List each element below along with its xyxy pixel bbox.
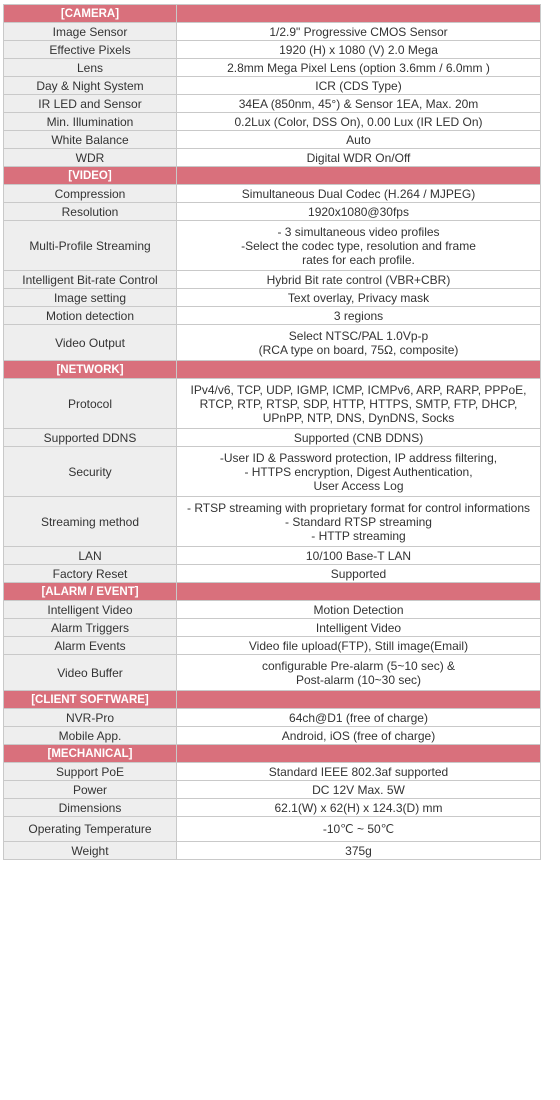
spec-label: Intelligent Bit-rate Control — [4, 271, 177, 289]
spec-row — [4, 655, 541, 691]
spec-label: Intelligent Video — [4, 601, 177, 619]
spec-label: Compression — [4, 185, 177, 203]
section-header-fill — [177, 361, 541, 379]
spec-label: Effective Pixels — [4, 41, 177, 59]
spec-row — [4, 781, 541, 799]
spec-value-line: 34EA (850nm, 45°) & Sensor 1EA, Max. 20m — [238, 96, 479, 111]
spec-value-line: 0.2Lux (Color, DSS On), 0.00 Lux (IR LED On) — [234, 114, 483, 129]
spec-row — [4, 23, 541, 41]
spec-label: Video Output — [4, 325, 177, 361]
spec-value-line: - Standard RTSP streaming — [285, 514, 432, 529]
spec-value-line: rates for each profile. — [302, 252, 415, 267]
spec-label: Protocol — [4, 379, 177, 429]
spec-label: Streaming method — [4, 497, 177, 547]
spec-value — [177, 131, 541, 149]
spec-value-line: 3 regions — [333, 308, 384, 323]
spec-label: Weight — [4, 842, 177, 860]
section-header-fill — [177, 167, 541, 185]
spec-value — [177, 565, 541, 583]
spec-label: WDR — [4, 149, 177, 167]
spec-row — [4, 817, 541, 842]
spec-value — [177, 221, 541, 271]
spec-row — [4, 799, 541, 817]
spec-label: Lens — [4, 59, 177, 77]
spec-value-line: 10/100 Base-T LAN — [305, 548, 412, 563]
spec-row — [4, 601, 541, 619]
section-title: [ALARM / EVENT] — [4, 583, 177, 601]
spec-value-line: Digital WDR On/Off — [306, 150, 411, 165]
spec-value-line: Supported (CNB DDNS) — [293, 430, 424, 445]
section-title: [MECHANICAL] — [4, 745, 177, 763]
spec-label: White Balance — [4, 131, 177, 149]
spec-row — [4, 59, 541, 77]
section-header — [4, 361, 541, 379]
spec-row — [4, 497, 541, 547]
section-header — [4, 5, 541, 23]
spec-value — [177, 429, 541, 447]
spec-row — [4, 149, 541, 167]
spec-row — [4, 41, 541, 59]
spec-row — [4, 307, 541, 325]
section-header — [4, 167, 541, 185]
spec-value-line: -User ID & Password protection, IP address filtering, — [219, 450, 498, 465]
spec-value — [177, 149, 541, 167]
spec-label: Alarm Triggers — [4, 619, 177, 637]
section-title: [NETWORK] — [4, 361, 177, 379]
spec-value — [177, 781, 541, 799]
spec-value — [177, 547, 541, 565]
spec-label: IR LED and Sensor — [4, 95, 177, 113]
spec-row — [4, 95, 541, 113]
spec-label: Day & Night System — [4, 77, 177, 95]
spec-value-line: - 3 simultaneous video profiles — [277, 224, 440, 239]
spec-row — [4, 565, 541, 583]
spec-value-line: Auto — [346, 132, 371, 147]
spec-label: Image setting — [4, 289, 177, 307]
spec-label: Security — [4, 447, 177, 497]
spec-label: Video Buffer — [4, 655, 177, 691]
spec-value-line: 1920x1080@30fps — [308, 204, 409, 219]
spec-row — [4, 709, 541, 727]
spec-row — [4, 547, 541, 565]
spec-row — [4, 131, 541, 149]
spec-label: Support PoE — [4, 763, 177, 781]
spec-row — [4, 77, 541, 95]
spec-row — [4, 842, 541, 860]
spec-label: Operating Temperature — [4, 817, 177, 842]
spec-label: Mobile App. — [4, 727, 177, 745]
spec-row — [4, 763, 541, 781]
spec-row — [4, 325, 541, 361]
section-title: [CAMERA] — [4, 5, 177, 23]
spec-row — [4, 447, 541, 497]
spec-value — [177, 655, 541, 691]
spec-value-line: Android, iOS (free of charge) — [281, 728, 436, 743]
spec-value-line: User Access Log — [313, 478, 404, 493]
spec-label: Factory Reset — [4, 565, 177, 583]
spec-label: Supported DDNS — [4, 429, 177, 447]
section-title: [CLIENT SOFTWARE] — [4, 691, 177, 709]
spec-value — [177, 619, 541, 637]
spec-value — [177, 289, 541, 307]
spec-label: Resolution — [4, 203, 177, 221]
spec-value-line: -Select the codec type, resolution and frame — [241, 238, 476, 253]
spec-value-line: 1920 (H) x 1080 (V) 2.0 Mega — [279, 42, 438, 57]
spec-label: Alarm Events — [4, 637, 177, 655]
spec-value-line: 375g — [345, 843, 372, 858]
spec-row — [4, 289, 541, 307]
spec-value — [177, 203, 541, 221]
spec-value-line: DC 12V Max. 5W — [312, 782, 405, 797]
spec-value-line: 64ch@D1 (free of charge) — [289, 710, 428, 725]
spec-value-line: Video file upload(FTP), Still image(Email) — [248, 638, 469, 653]
spec-value — [177, 379, 541, 429]
spec-value — [177, 601, 541, 619]
section-header-fill — [177, 745, 541, 763]
section-header-fill — [177, 691, 541, 709]
spec-value — [177, 799, 541, 817]
spec-value-line: RTCP, RTP, RTSP, SDP, HTTP, HTTPS, SMTP, FTP, DHCP, — [199, 396, 518, 411]
spec-value — [177, 185, 541, 203]
spec-label: Image Sensor — [4, 23, 177, 41]
section-header-fill — [177, 5, 541, 23]
spec-value-line: (RCA type on board, 75Ω, composite) — [258, 342, 459, 357]
spec-value — [177, 817, 541, 842]
spec-value-line: Standard IEEE 802.3af supported — [268, 764, 449, 779]
spec-value-line: Text overlay, Privacy mask — [287, 290, 430, 305]
spec-value — [177, 447, 541, 497]
spec-value-line: Motion Detection — [313, 602, 404, 617]
spec-row — [4, 379, 541, 429]
spec-label: Power — [4, 781, 177, 799]
spec-label: Min. Illumination — [4, 113, 177, 131]
spec-value-line: ICR (CDS Type) — [315, 78, 402, 93]
spec-value-line: Supported — [330, 566, 387, 581]
spec-value — [177, 77, 541, 95]
spec-value — [177, 842, 541, 860]
spec-value — [177, 709, 541, 727]
spec-value — [177, 41, 541, 59]
spec-value-line: 62.1(W) x 62(H) x 124.3(D) mm — [274, 800, 443, 815]
spec-value-line: Select NTSC/PAL 1.0Vp-p — [288, 328, 429, 343]
spec-value-line: IPv4/v6, TCP, UDP, IGMP, ICMP, ICMPv6, ARP, RARP, PPPoE, — [190, 382, 527, 397]
spec-value-line: configurable Pre-alarm (5~10 sec) & — [261, 658, 456, 673]
spec-value — [177, 727, 541, 745]
spec-row — [4, 619, 541, 637]
spec-value-line: Post-alarm (10~30 sec) — [295, 672, 422, 687]
section-header-fill — [177, 583, 541, 601]
spec-row — [4, 271, 541, 289]
spec-value-line: Intelligent Video — [315, 620, 402, 635]
spec-row — [4, 113, 541, 131]
spec-value-line: 1/2.9" Progressive CMOS Sensor — [269, 24, 448, 39]
spec-value-line: - HTTP streaming — [311, 528, 406, 543]
spec-value-line: Hybrid Bit rate control (VBR+CBR) — [266, 272, 451, 287]
spec-value — [177, 307, 541, 325]
spec-row — [4, 203, 541, 221]
spec-value — [177, 95, 541, 113]
spec-label: Multi-Profile Streaming — [4, 221, 177, 271]
spec-value — [177, 59, 541, 77]
spec-value-line: Simultaneous Dual Codec (H.264 / MJPEG) — [241, 186, 476, 201]
spec-label: NVR-Pro — [4, 709, 177, 727]
spec-label: Motion detection — [4, 307, 177, 325]
spec-value-line: UPnPP, NTP, DNS, DynDNS, Socks — [262, 410, 455, 425]
spec-value — [177, 271, 541, 289]
spec-row — [4, 185, 541, 203]
spec-row — [4, 727, 541, 745]
spec-value — [177, 23, 541, 41]
spec-row — [4, 637, 541, 655]
spec-value — [177, 325, 541, 361]
spec-row — [4, 221, 541, 271]
spec-value-line: - HTTPS encryption, Digest Authentication, — [244, 464, 473, 479]
spec-value-line: - RTSP streaming with proprietary format for control informations — [186, 500, 530, 515]
spec-value — [177, 497, 541, 547]
spec-value — [177, 637, 541, 655]
section-header — [4, 583, 541, 601]
section-header — [4, 691, 541, 709]
spec-value — [177, 113, 541, 131]
spec-row — [4, 429, 541, 447]
spec-value-line: -10℃ ~ 50℃ — [322, 822, 395, 836]
spec-table-body — [4, 5, 541, 860]
spec-label: Dimensions — [4, 799, 177, 817]
section-header — [4, 745, 541, 763]
section-title: [VIDEO] — [4, 167, 177, 185]
spec-table — [3, 4, 541, 860]
spec-value — [177, 763, 541, 781]
spec-value-line: 2.8mm Mega Pixel Lens (option 3.6mm / 6.0mm ) — [227, 60, 490, 75]
spec-label: LAN — [4, 547, 177, 565]
